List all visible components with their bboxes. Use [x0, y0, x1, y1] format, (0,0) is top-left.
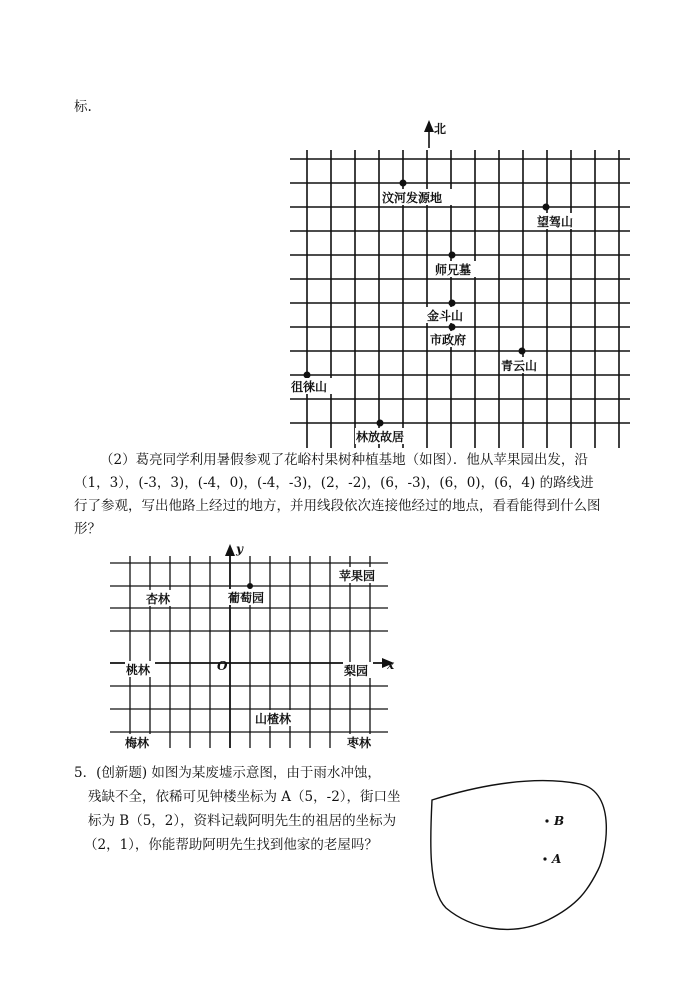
ruins-point-b — [545, 819, 548, 822]
ruins-outline — [431, 781, 607, 930]
place-jujube: 枣林 — [347, 736, 372, 750]
map2-y-label: y — [236, 542, 243, 556]
place-shixiong: 师兄墓 — [435, 263, 472, 277]
q5-line4: （2，1），你能帮助阿明先生找到他家的老屋吗？ — [84, 837, 378, 853]
north-arrow-icon — [424, 120, 434, 132]
point-shixiong — [449, 252, 456, 259]
q2-line4: 形？ — [74, 521, 101, 537]
point-wangjia — [543, 204, 550, 211]
place-peach: 桃林 — [126, 663, 151, 677]
place-wenhe: 汶河发源地 — [382, 191, 443, 205]
place-wangjia: 望驾山 — [537, 215, 574, 229]
place-jindou: 金斗山 — [427, 309, 464, 323]
y-axis-arrow-icon — [225, 544, 235, 556]
q5-line3: 标为 B（5，2），资料记载阿明先生的祖居的坐标为 — [88, 813, 397, 829]
ruins-point-a — [543, 857, 546, 860]
q2-line1: （2）葛亮同学利用暑假参观了花峪村果树种植基地（如图）．他从苹果园出发，沿 — [100, 452, 588, 468]
point-qingyun — [519, 348, 526, 355]
point-linfang — [377, 420, 384, 427]
q5-line2: 残缺不全，依稀可见钟楼坐标为 A（5，-2），街口坐 — [88, 789, 401, 805]
q2-line2: （1，3），(-3，3)，(-4，0)，(-4，-3)，(2，-2)，(6，-3)，(6，0)，(6，4) 的路线进 — [74, 475, 594, 491]
point-shizhengfu — [449, 324, 456, 331]
q5-line1: 5．(创新题) 如图为某废墟示意图，由于雨水冲蚀， — [74, 765, 381, 781]
place-plum: 梅林 — [125, 736, 150, 750]
point-grape — [247, 583, 253, 589]
ruins-label-a: A — [552, 852, 562, 866]
place-apple: 苹果园 — [339, 569, 376, 583]
place-linfang: 林放故居 — [356, 430, 405, 444]
place-hawthorn: 山楂林 — [255, 712, 292, 726]
place-pear: 梨园 — [344, 664, 369, 678]
place-grape: 葡萄园 — [228, 591, 265, 605]
place-shizhengfu: 市政府 — [430, 333, 467, 347]
point-culai — [304, 372, 311, 379]
point-wenhe — [400, 180, 407, 187]
map2-x-label: x — [387, 658, 395, 672]
place-apricot: 杏林 — [146, 592, 171, 606]
ruins-label-b: B — [554, 814, 565, 828]
place-qingyun: 青云山 — [501, 359, 538, 373]
point-jindou — [449, 300, 456, 307]
place-culai: 徂徕山 — [291, 380, 328, 394]
intro-tail: 标. — [74, 99, 92, 115]
q2-line3: 行了参观，写出他路上经过的地方，并用线段依次连接他经过的地点，看看能得到什么图 — [74, 498, 601, 514]
map2-origin-label: O — [217, 659, 228, 673]
north-label: 北 — [434, 122, 447, 136]
